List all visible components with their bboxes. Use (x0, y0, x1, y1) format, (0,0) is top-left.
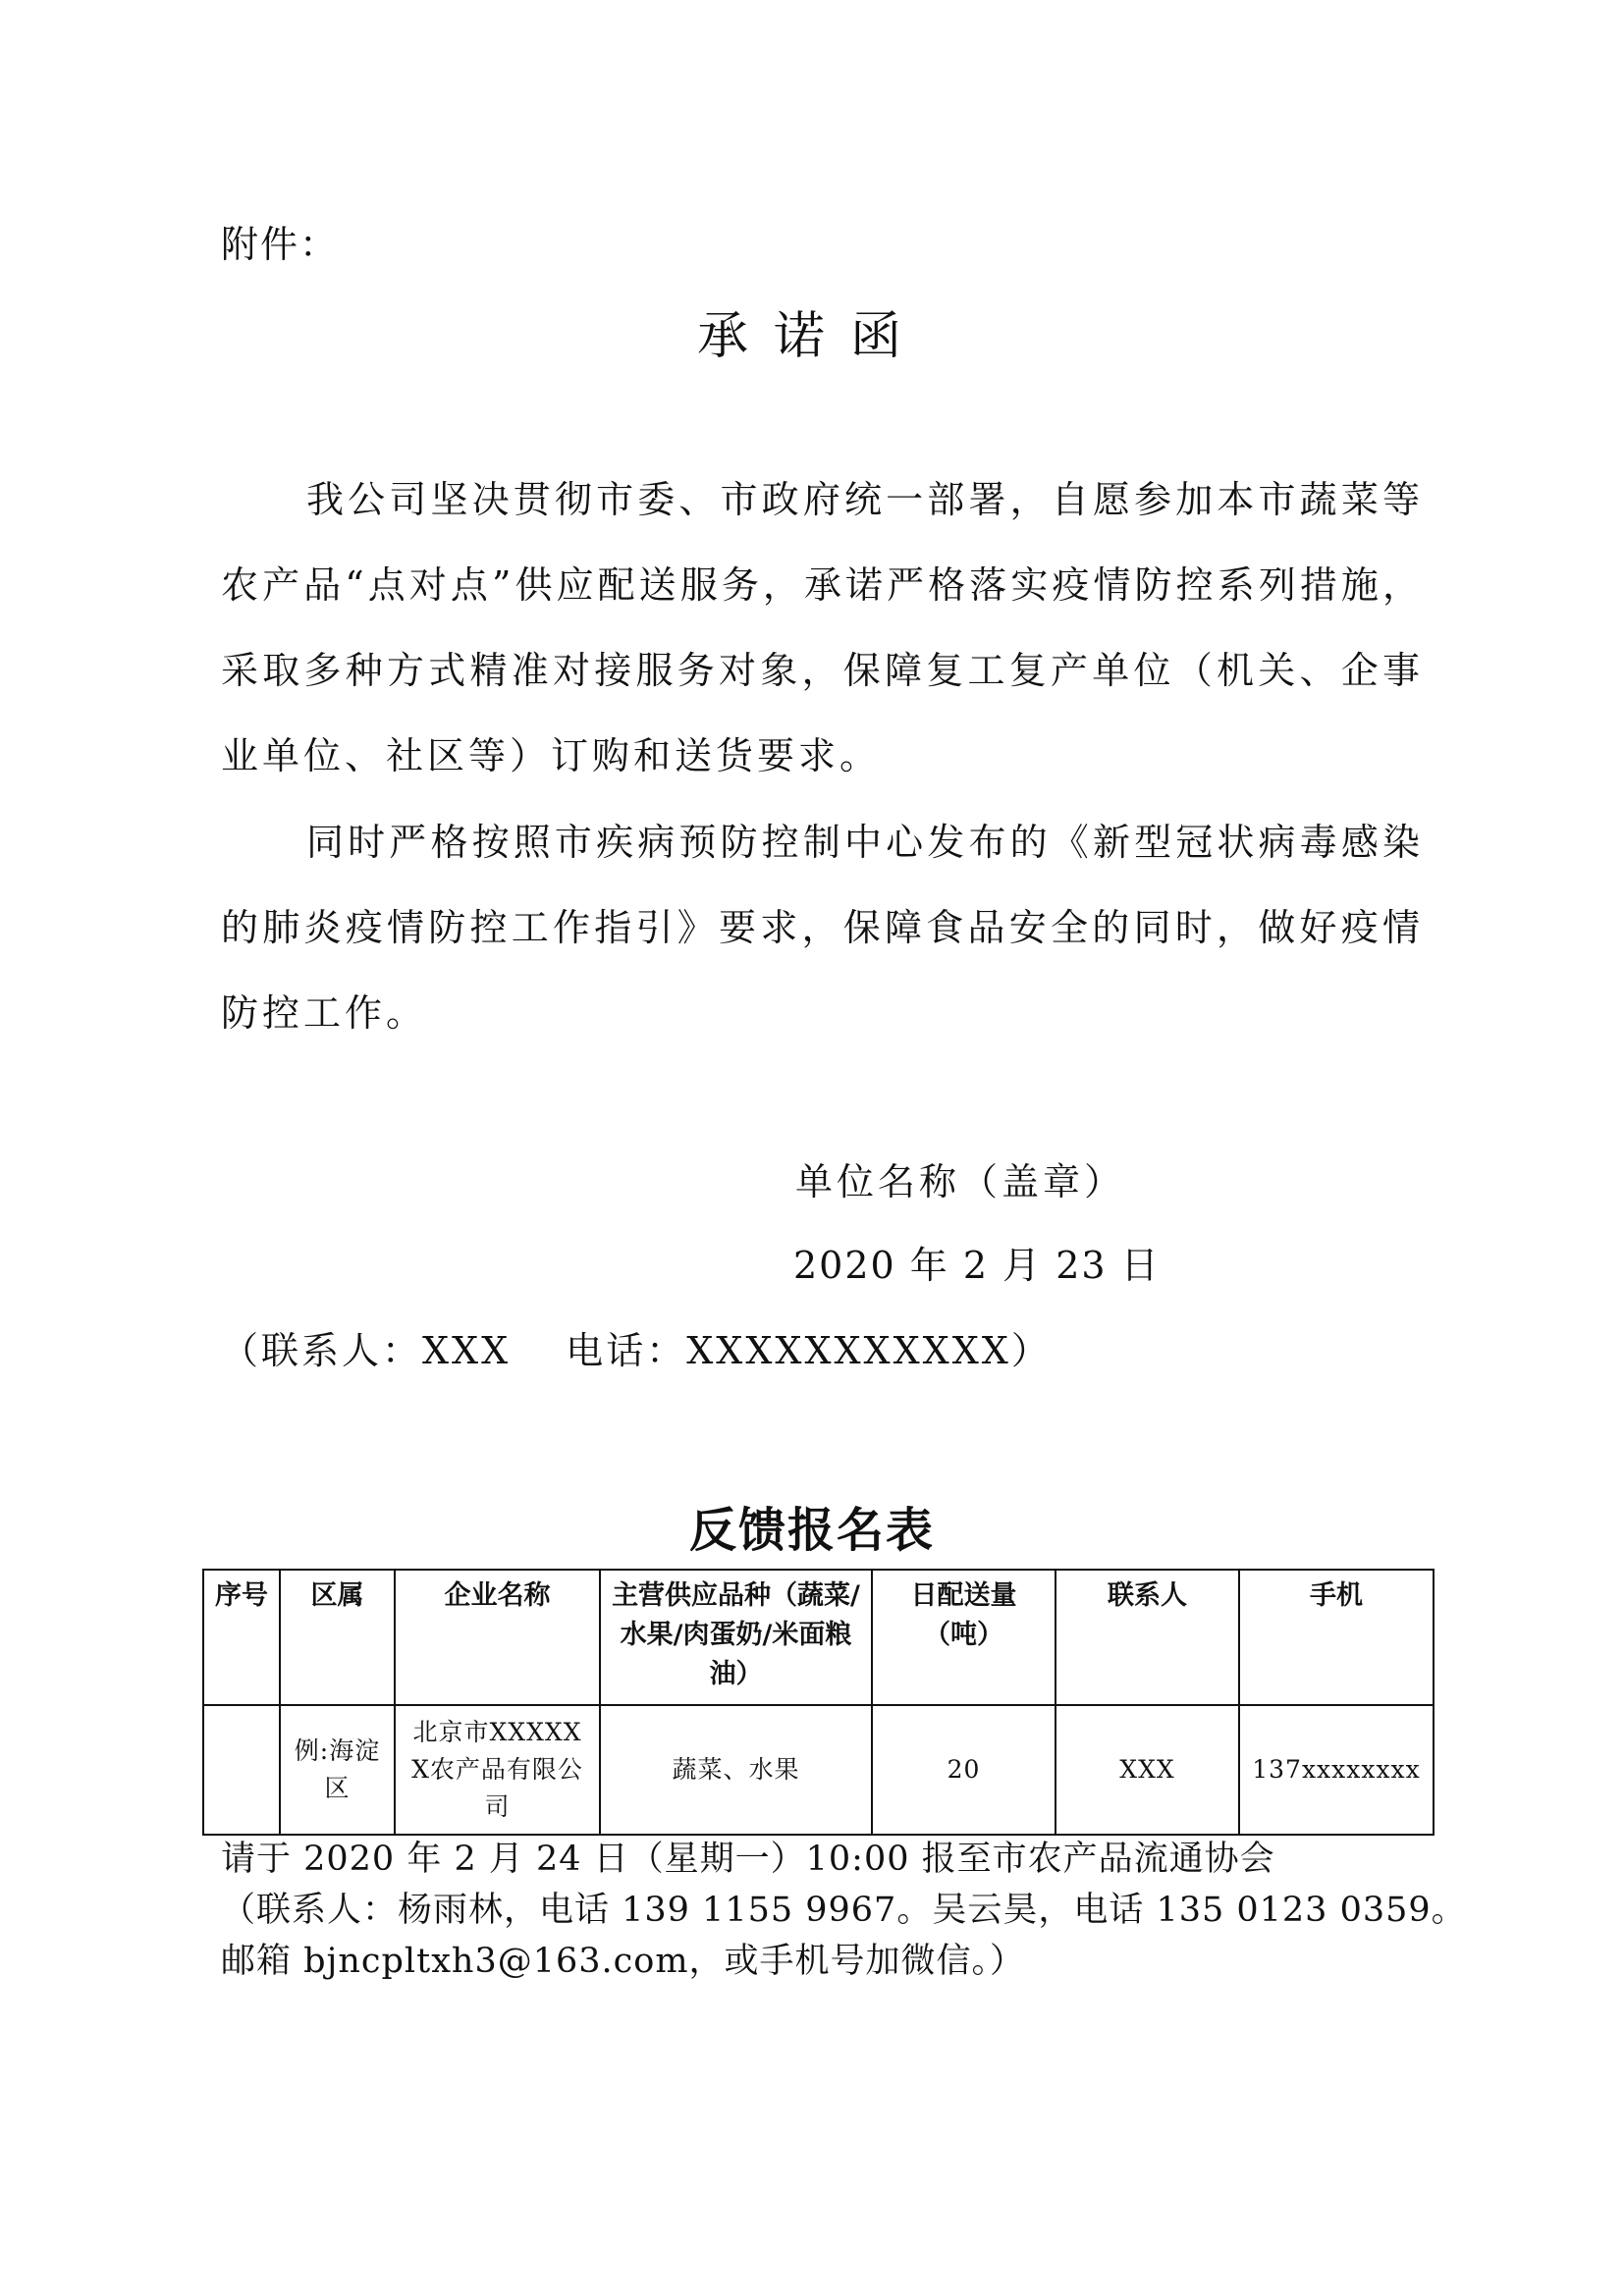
feedback-table (202, 1569, 1435, 1836)
header-daily-volume: 日配送量（吨） (872, 1570, 1056, 1705)
header-company: 企业名称 (395, 1570, 600, 1705)
submission-notice (221, 1834, 1467, 1987)
table-header-row (203, 1570, 1434, 1705)
table-row (203, 1705, 1434, 1835)
header-products: 主营供应品种（蔬菜/水果/肉蛋奶/米面粮油） (600, 1570, 872, 1705)
form-title: 反馈报名表 (688, 1503, 935, 1558)
cell-seq (203, 1705, 280, 1835)
notice-line-3: 邮箱 bjncpltxh3@163.com，或手机号加微信。） (221, 1942, 1026, 1981)
cell-phone: 137xxxxxxxx (1239, 1705, 1434, 1835)
header-phone: 手机 (1239, 1570, 1434, 1705)
body-paragraph-2: 同时严格按照市疾病预防控制中心发布的《新型冠状病毒感染的肺炎疫情防控工作指引》要求，保障食品安全的同时，做好疫情防控工作。 (221, 821, 1424, 1035)
signature-date: 2020 年 2 月 23 日 (793, 1244, 1161, 1287)
header-contact: 联系人 (1056, 1570, 1239, 1705)
contact-line: （联系人：XXX 电话：XXXXXXXXXXX） (221, 1329, 1052, 1372)
header-district: 区属 (280, 1570, 395, 1705)
cell-daily-volume: 20 (872, 1705, 1056, 1835)
attachment-label: 附件： (221, 223, 340, 266)
cell-district: 例:海淀区 (280, 1705, 395, 1835)
cell-company: 北京市XXXXXX农产品有限公司 (395, 1705, 600, 1835)
document-title: 承诺函 (696, 307, 927, 366)
cell-products: 蔬菜、水果 (600, 1705, 872, 1835)
header-seq: 序号 (203, 1570, 280, 1705)
notice-line-2: （联系人：杨雨林，电话 139 1155 9967。吴云昊，电话 135 0123 0359。 (221, 1891, 1467, 1930)
signature-unit: 单位名称（盖章） (795, 1160, 1126, 1203)
cell-contact: XXX (1056, 1705, 1239, 1835)
body-paragraph-1: 我公司坚决贯彻市委、市政府统一部署，自愿参加本市蔬菜等农产品“点对点”供应配送服务，承诺严格落实疫情防控系列措施，采取多种方式精准对接服务对象，保障复工复产单位（机关、企事业单位、社区等）订购和送货要求。 (221, 478, 1424, 777)
notice-line-1: 请于 2020 年 2 月 24 日（星期一）10:00 报至市农产品流通协会 (221, 1840, 1275, 1879)
